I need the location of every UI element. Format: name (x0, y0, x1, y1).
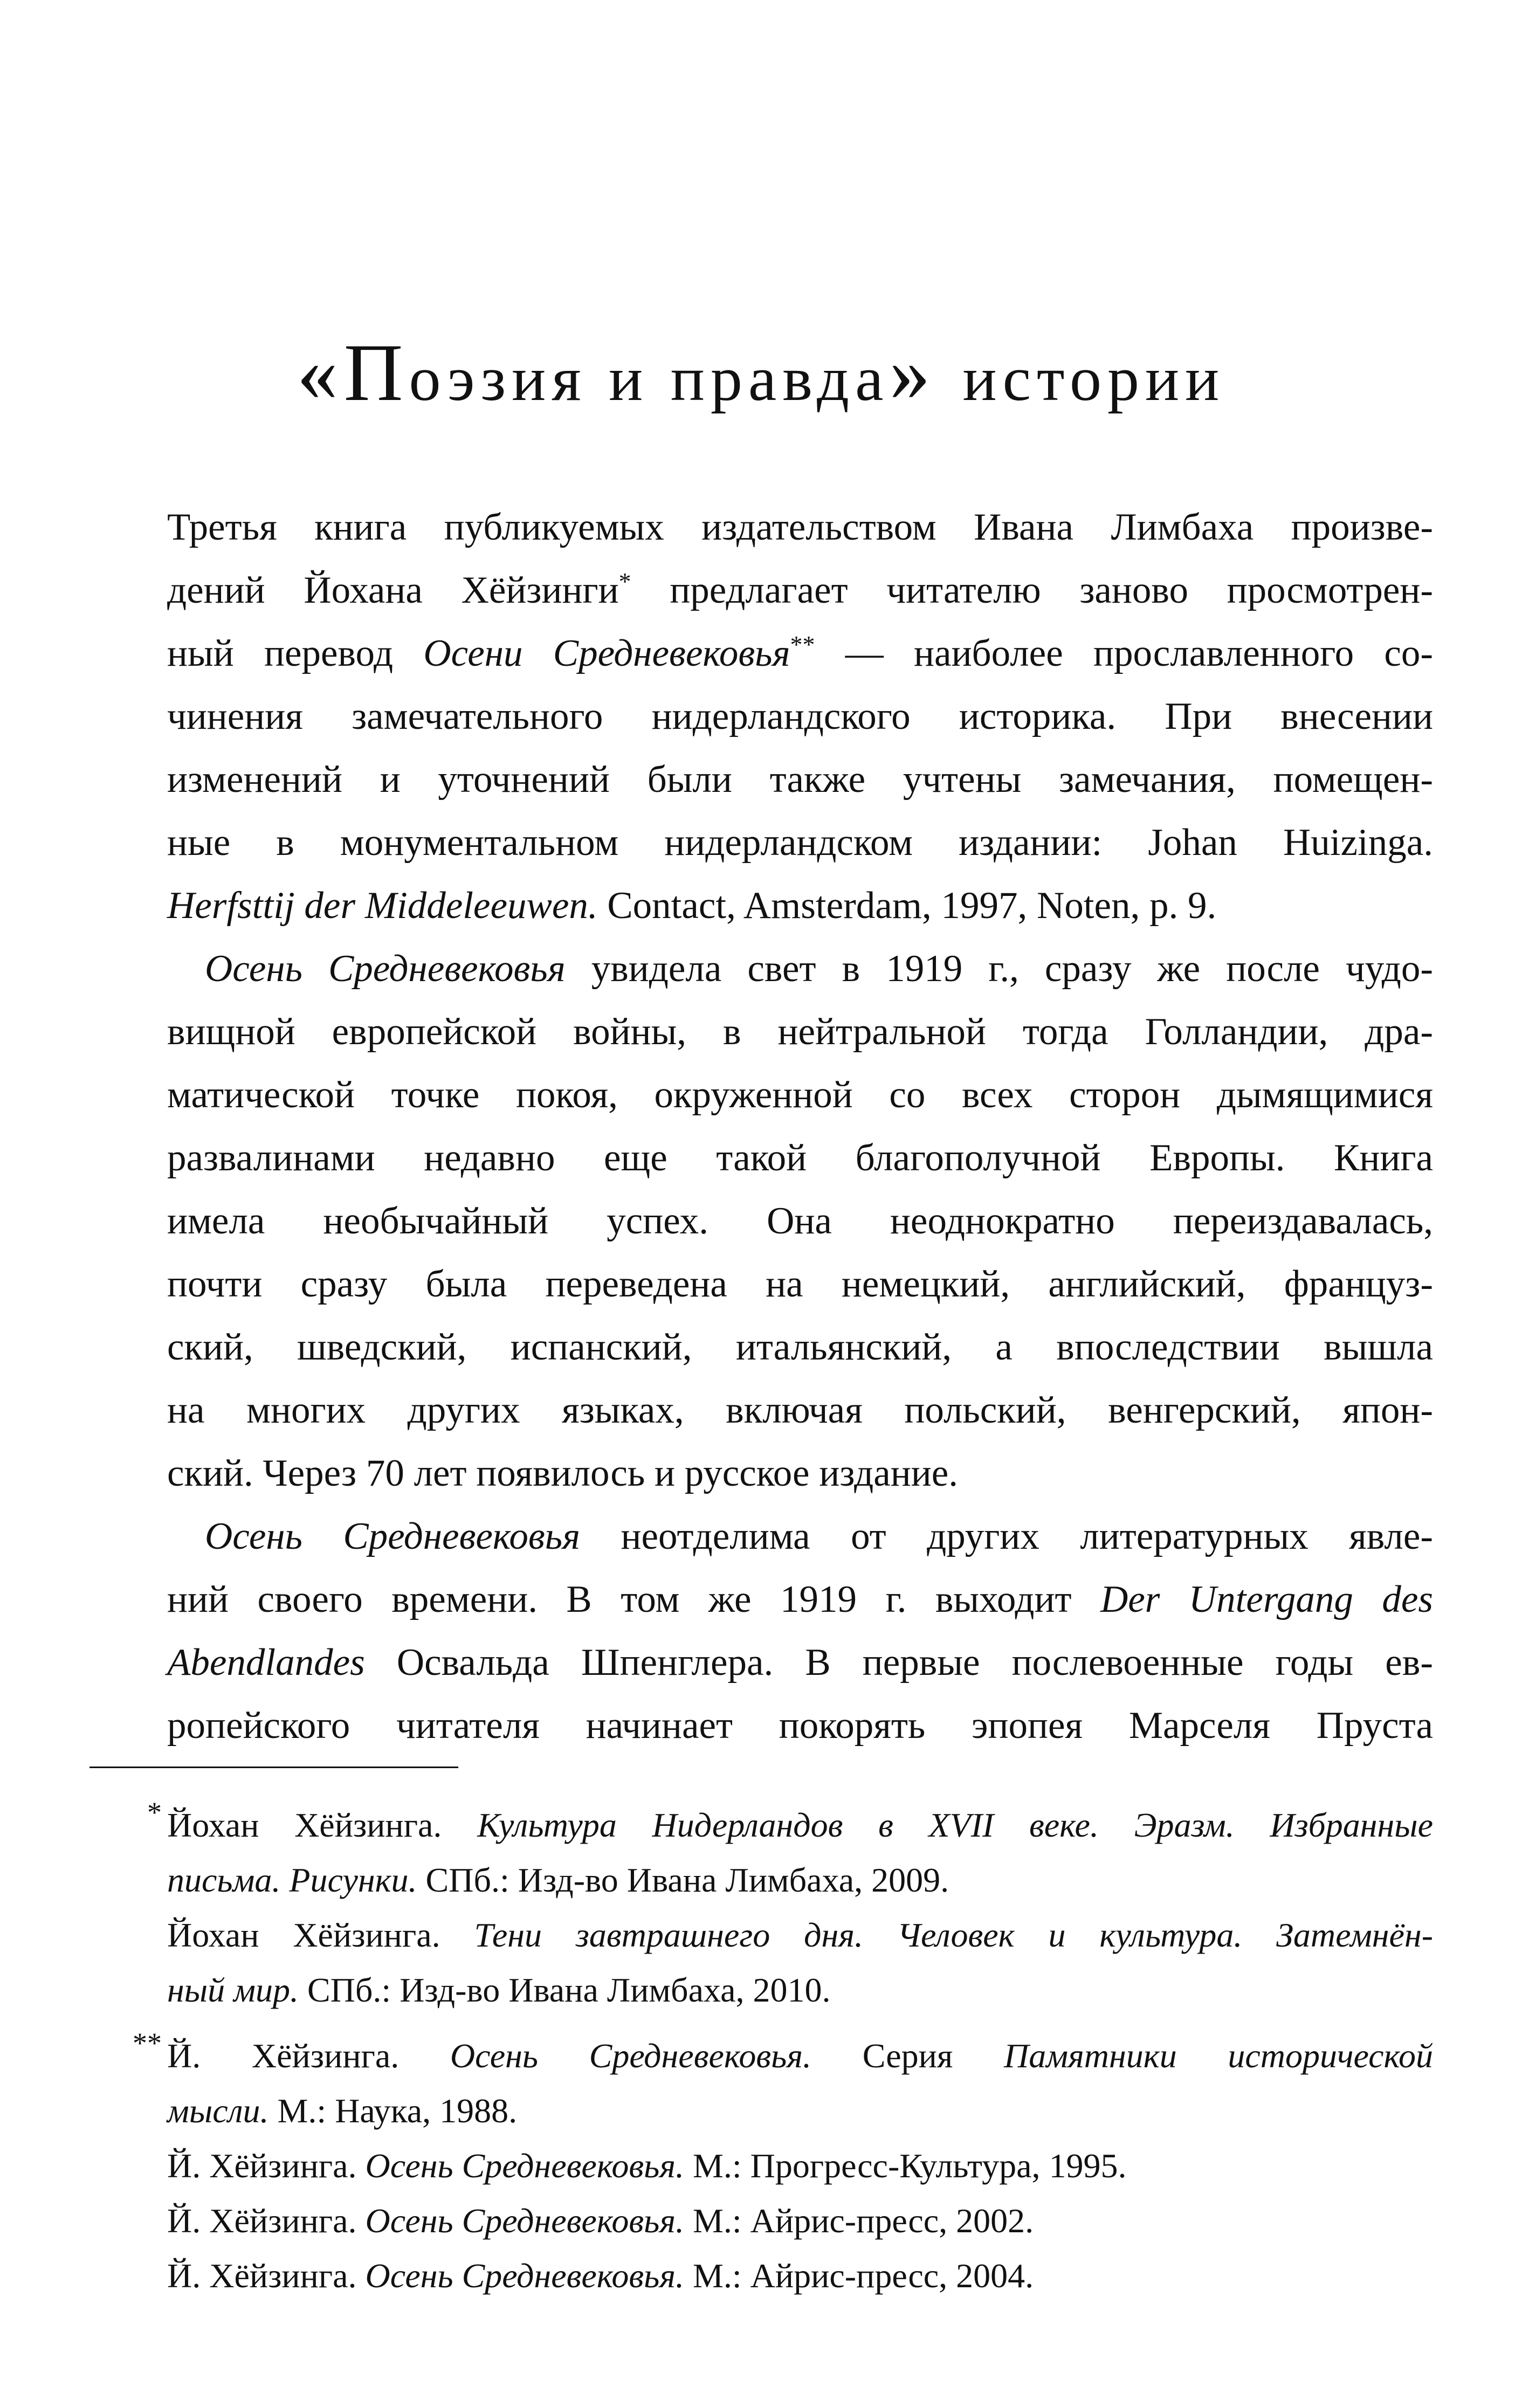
footnote-separator (89, 1767, 458, 1768)
text-line: ные в монументальном нидерландском издании: Johan Huizinga. (167, 822, 1433, 864)
text-line: Осень Средневековья увидела свет в 1919 г., сразу же после чудо- (205, 948, 1434, 990)
footnote-line: Й. Хёйзинга. Осень Средневековья. Серия Памятники исторической (167, 2037, 1433, 2075)
title-small-caps-part2: истории (962, 343, 1225, 414)
text-line: ный перевод Осени Средневековья** — наиболее прославленного со- (167, 631, 1434, 674)
footnote-marker: ** (133, 2027, 162, 2059)
text-line: развалинами недавно еще такой благополучной Европы. Книга (167, 1137, 1433, 1179)
book-title: Осень Средневековья (205, 948, 566, 990)
footnote-line: Й. Хёйзинга. Осень Средневековья. М.: Прогресс-Культура, 1995. (167, 2147, 1127, 2185)
text-line: вищной европейской войны, в нейтральной тогда Голландии, дра- (167, 1011, 1433, 1053)
footnote-line: мысли. М.: Наука, 1988. (167, 2092, 518, 2130)
main-text (167, 496, 1433, 1757)
text-line: матической точке покоя, окруженной со всех сторон дымящимися (167, 1074, 1433, 1116)
footnote-line: Й. Хёйзинга. Осень Средневековья. М.: Айрис-пресс, 2002. (167, 2202, 1034, 2240)
text-line: имела необычайный успех. Она неоднократно переиздавалась, (167, 1200, 1433, 1242)
text-line: ропейского читателя начинает покорять эпопея Марселя Пруста (167, 1705, 1433, 1747)
text-line: Осень Средневековья неотделима от других литературных явле- (205, 1515, 1433, 1557)
book-title: Herfsttij der Middeleeuwen. (167, 885, 598, 927)
text-line: Abendlandes Освальда Шпенглера. В первые послевоенные годы ев- (167, 1641, 1433, 1683)
title-small-caps-part1: оэзия и правда (409, 343, 890, 414)
text-line: на многих других языках, включая польский, венгерский, япон- (167, 1389, 1433, 1431)
text-line: чинения замечательного нидерландского историка. При внесении (167, 695, 1433, 737)
title-initial-cap: П (343, 327, 409, 418)
footnote-line: ный мир. СПб.: Изд-во Ивана Лимбаха, 2010. (167, 1971, 831, 2009)
text-line: почти сразу была переведена на немецкий, английский, француз- (167, 1263, 1433, 1305)
footnote-1 (81, 1798, 1433, 2018)
footnote-line: письма. Рисунки. СПб.: Изд-во Ивана Лимбаха, 2009. (167, 1861, 949, 1899)
paragraph-2 (167, 937, 1433, 1505)
text-line: ний своего времени. В том же 1919 г. выходит Der Untergang des (167, 1578, 1433, 1620)
book-title: Осень Средневековья (205, 1515, 581, 1557)
footnote-ref-1: * (618, 568, 631, 595)
text-line: ский. Через 70 лет появилось и русское издание. (167, 1452, 958, 1494)
text-line: Herfsttij der Middeleeuwen. Contact, Amsterdam, 1997, Noten, p. 9. (167, 885, 1217, 927)
footnotes (81, 1798, 1433, 2303)
footnote-ref-2: ** (790, 631, 815, 658)
footnote-marker: * (147, 1796, 162, 1829)
footnote-line: Йохан Хёйзинга. Тени завтрашнего дня. Человек и культура. Затемнён- (167, 1916, 1434, 1954)
footnote-2 (81, 2028, 1433, 2303)
title-close-quote: » (889, 327, 936, 418)
book-title: Der Untergang des (1100, 1578, 1433, 1620)
text-line: дений Йохана Хёйзинги* предлагает читателю заново просмотрен- (167, 568, 1433, 611)
text-line: ский, шведский, испанский, итальянский, а впоследствии вышла (167, 1326, 1433, 1368)
title-open-quote: « (297, 327, 344, 418)
footnote-line: Йохан Хёйзинга. Культура Нидерландов в XVII веке. Эразм. Избранные (167, 1806, 1434, 1844)
chapter-title (0, 327, 1522, 418)
paragraph-3 (167, 1505, 1433, 1757)
paragraph-1 (167, 496, 1433, 937)
text-line: Третья книга публикуемых издательством Ивана Лимбаха произве- (167, 506, 1433, 548)
book-title: Осени Средневековья (423, 632, 790, 674)
text-line: изменений и уточнений были также учтены замечания, помещен- (167, 758, 1433, 801)
footnote-line: Й. Хёйзинга. Осень Средневековья. М.: Айрис-пресс, 2004. (167, 2257, 1034, 2295)
book-title: Abendlandes (167, 1641, 365, 1683)
